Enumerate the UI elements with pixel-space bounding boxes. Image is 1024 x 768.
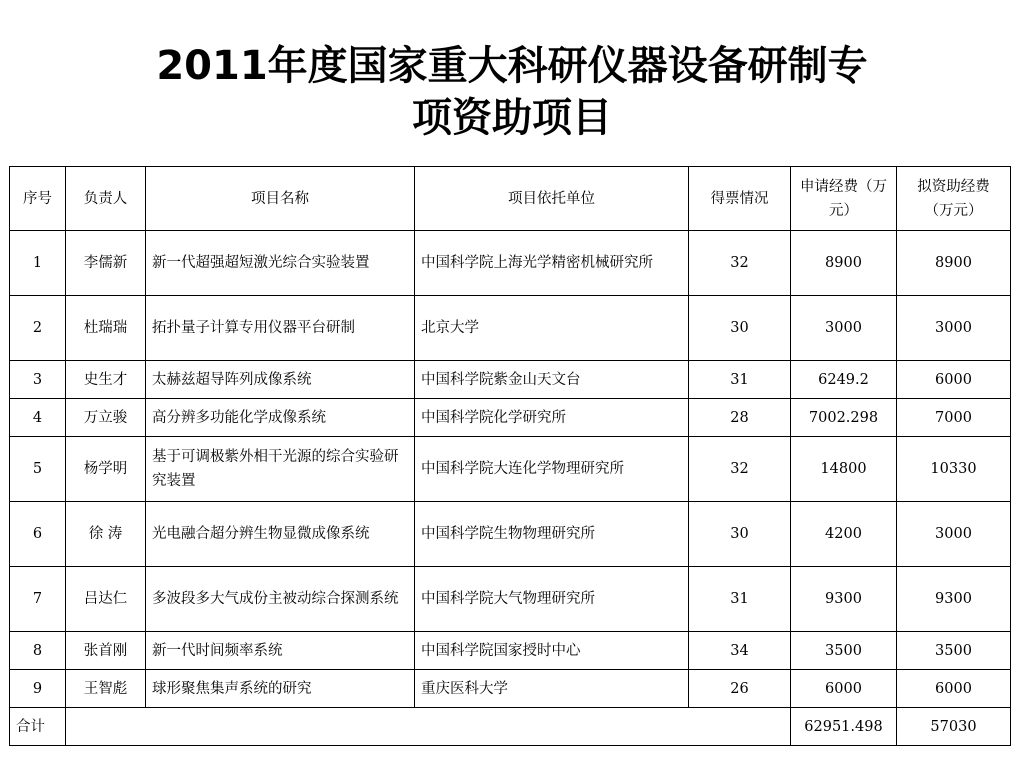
cell-project: 球形聚焦集声系统的研究 (146, 670, 415, 708)
cell-applied: 14800 (791, 437, 897, 502)
total-applied: 62951.498 (791, 708, 897, 746)
table-row (10, 567, 1011, 632)
table-row (10, 670, 1011, 708)
header-project: 项目名称 (146, 167, 415, 231)
funding-table (9, 166, 1011, 746)
table-row (10, 632, 1011, 670)
cell-leader: 王智彪 (66, 670, 146, 708)
header-no: 序号 (10, 167, 66, 231)
page-title (0, 40, 1024, 144)
title-line-2: 项资助项目 (412, 95, 612, 141)
cell-funded: 8900 (897, 231, 1011, 296)
cell-unit: 重庆医科大学 (415, 670, 689, 708)
cell-leader: 万立骏 (66, 399, 146, 437)
header-leader: 负责人 (66, 167, 146, 231)
cell-project: 高分辨多功能化学成像系统 (146, 399, 415, 437)
cell-leader: 史生才 (66, 361, 146, 399)
cell-no: 4 (10, 399, 66, 437)
header-applied: 申请经费（万元） (791, 167, 897, 231)
cell-applied: 6249.2 (791, 361, 897, 399)
cell-leader: 吕达仁 (66, 567, 146, 632)
cell-no: 7 (10, 567, 66, 632)
cell-applied: 6000 (791, 670, 897, 708)
header-votes: 得票情况 (689, 167, 791, 231)
cell-applied: 3000 (791, 296, 897, 361)
cell-funded: 10330 (897, 437, 1011, 502)
cell-unit: 中国科学院国家授时中心 (415, 632, 689, 670)
header-row (10, 167, 1011, 231)
cell-applied: 4200 (791, 502, 897, 567)
cell-votes: 28 (689, 399, 791, 437)
cell-no: 8 (10, 632, 66, 670)
cell-funded: 3000 (897, 502, 1011, 567)
cell-applied: 8900 (791, 231, 897, 296)
cell-applied: 7002.298 (791, 399, 897, 437)
table-row (10, 296, 1011, 361)
total-label: 合计 (10, 708, 66, 746)
total-row (10, 708, 1011, 746)
cell-no: 5 (10, 437, 66, 502)
cell-no: 9 (10, 670, 66, 708)
cell-leader: 李儒新 (66, 231, 146, 296)
cell-votes: 30 (689, 296, 791, 361)
cell-no: 1 (10, 231, 66, 296)
cell-project: 拓扑量子计算专用仪器平台研制 (146, 296, 415, 361)
cell-unit: 中国科学院化学研究所 (415, 399, 689, 437)
cell-applied: 9300 (791, 567, 897, 632)
cell-unit: 中国科学院上海光学精密机械研究所 (415, 231, 689, 296)
cell-leader: 杜瑞瑞 (66, 296, 146, 361)
cell-unit: 北京大学 (415, 296, 689, 361)
cell-project: 光电融合超分辨生物显微成像系统 (146, 502, 415, 567)
cell-votes: 31 (689, 361, 791, 399)
cell-leader: 杨学明 (66, 437, 146, 502)
cell-votes: 30 (689, 502, 791, 567)
cell-funded: 6000 (897, 670, 1011, 708)
header-funded: 拟资助经费（万元） (897, 167, 1011, 231)
cell-project: 太赫兹超导阵列成像系统 (146, 361, 415, 399)
cell-no: 3 (10, 361, 66, 399)
cell-votes: 26 (689, 670, 791, 708)
title-line-1: 2011年度国家重大科研仪器设备研制专 (156, 43, 868, 89)
table-row (10, 399, 1011, 437)
cell-funded: 3000 (897, 296, 1011, 361)
cell-no: 6 (10, 502, 66, 567)
header-unit: 项目依托单位 (415, 167, 689, 231)
cell-unit: 中国科学院生物物理研究所 (415, 502, 689, 567)
cell-unit: 中国科学院大气物理研究所 (415, 567, 689, 632)
cell-votes: 32 (689, 231, 791, 296)
table-row (10, 361, 1011, 399)
cell-funded: 3500 (897, 632, 1011, 670)
cell-votes: 34 (689, 632, 791, 670)
cell-project: 基于可调极紫外相干光源的综合实验研究装置 (146, 437, 415, 502)
cell-leader: 徐 涛 (66, 502, 146, 567)
cell-votes: 31 (689, 567, 791, 632)
cell-funded: 7000 (897, 399, 1011, 437)
cell-unit: 中国科学院紫金山天文台 (415, 361, 689, 399)
cell-no: 2 (10, 296, 66, 361)
cell-unit: 中国科学院大连化学物理研究所 (415, 437, 689, 502)
cell-funded: 6000 (897, 361, 1011, 399)
table-row (10, 231, 1011, 296)
cell-votes: 32 (689, 437, 791, 502)
total-funded: 57030 (897, 708, 1011, 746)
total-spacer (66, 708, 791, 746)
cell-leader: 张首刚 (66, 632, 146, 670)
cell-project: 新一代时间频率系统 (146, 632, 415, 670)
cell-funded: 9300 (897, 567, 1011, 632)
cell-project: 新一代超强超短激光综合实验装置 (146, 231, 415, 296)
table-row (10, 437, 1011, 502)
cell-project: 多波段多大气成份主被动综合探测系统 (146, 567, 415, 632)
cell-applied: 3500 (791, 632, 897, 670)
table-row (10, 502, 1011, 567)
